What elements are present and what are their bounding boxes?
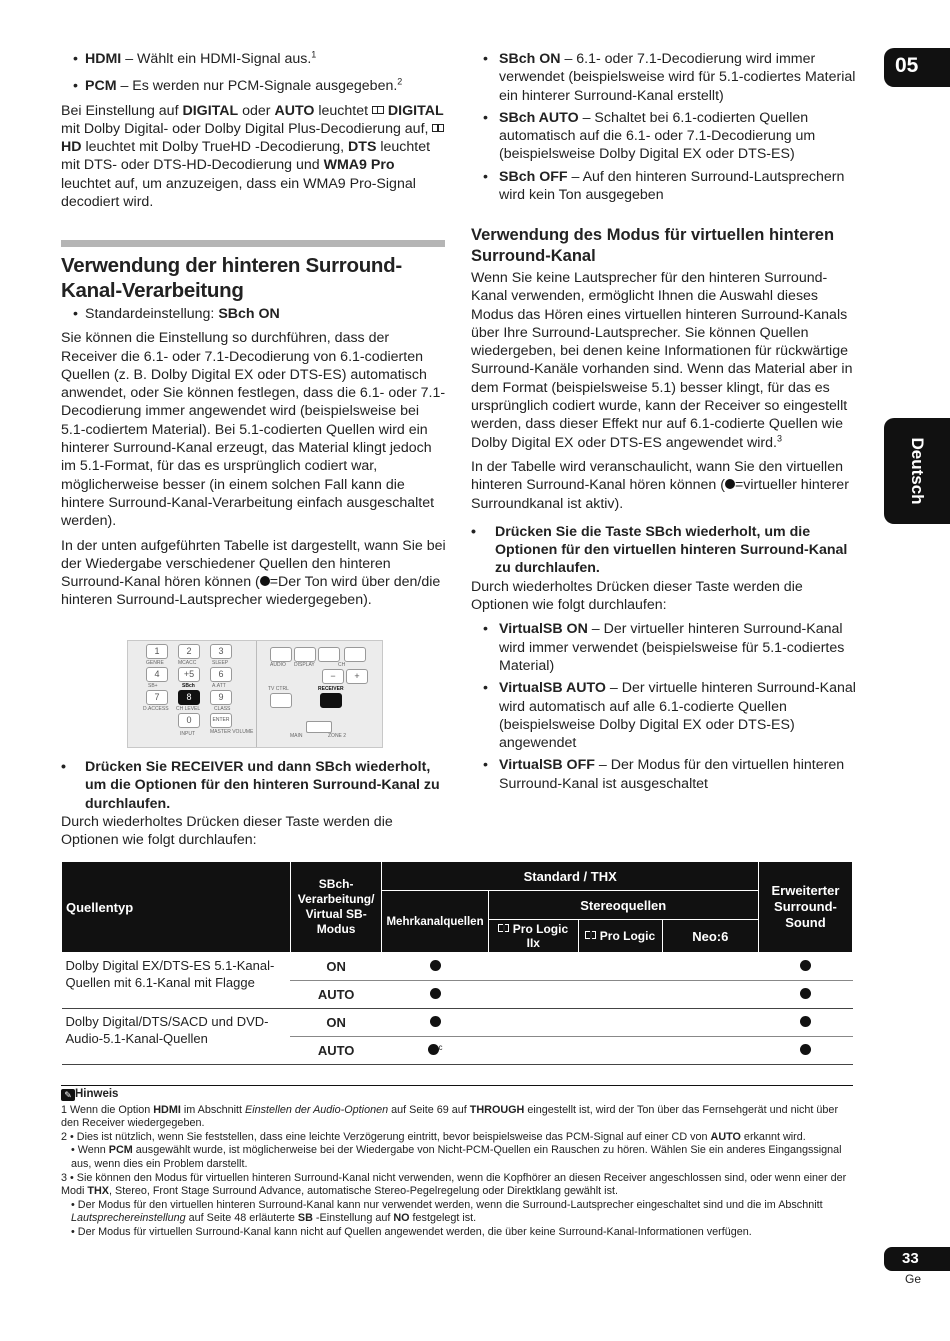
remote-key: 2 — [178, 644, 200, 659]
chapter-number: 05 — [895, 54, 919, 77]
source-name: Dolby Digital EX/DTS-ES 5.1-Kanal-Quellen mit 6.1-Kanal mit Flagge — [62, 953, 291, 1009]
active-dot-icon — [800, 960, 811, 971]
section2-heading: Verwendung des Modus für virtuellen hinteren Surround-Kanal — [471, 226, 835, 265]
bullet-pcm: • PCM – Es werden nur PCM-Signale ausgegeben.$^2$ — [61, 77, 446, 95]
remote-key: 3 — [210, 644, 232, 659]
note-3c: • Der Modus für virtuellen Surround-Kanal kann nicht auf Quellen angewendet werden, die über keine Surround-Kanal-Informationen verfügen. — [71, 1225, 752, 1238]
mode-cell: AUTO — [290, 1037, 382, 1065]
section2-step-after: Durch wiederholtes Drücken dieser Taste werden die Optionen wie folgt durchlaufen: — [471, 578, 803, 614]
col-header-extended: Erweiterter Surround-Sound — [758, 862, 852, 953]
section1-para1: Sie können die Einstellung so durchführen, dass der Receiver die 6.1- oder 7.1-Decodierung von 6.1-codierten Quellen (z. B. Dolby Digital EX oder DTS-ES) automatisch anwendet, oder Sie können festlegen, dass die 6.1- oder 7.1-Decodierung immer angewendet wird (beispielsweise bei 5.1-codiertem Material). Bei 5.1-codierten Quellen wird ein hinterer Surround-Kanal erzeugt, das Material klingt jedoch im 5.1-Format, für das es ursprünglich codiert war, möglicherweise besser (in einem solchen Fall kann die hintere Surround-Kanal-Verarbeitung einfach ausgeschaltet werden). — [61, 330, 446, 530]
section1-heading: Verwendung der hinteren Surround-Kanal-Verarbeitung — [61, 254, 402, 302]
section1-block — [61, 253, 446, 616]
dolby-logo-icon — [432, 124, 444, 132]
chapter-tab — [884, 48, 950, 87]
remote-control-illustration: 1 2 3 GENRE MCACC SLEEP 4 +5 6 SB+ SBch A.ATT 7 8 9 D.ACCESS CH LEVEL CLASS 0 ENTER INPUT MASTER VOLUME AUDIO DISPLAY CH − + TV CTRL RECEIVER MAIN ZONE 2 — [127, 640, 383, 748]
notes-title: ✎ Hinweis — [61, 1088, 853, 1102]
section1-step: • Drücken Sie RECEIVER und dann SBch wiederholt, um die Optionen für den hinteren Surround-Kanal zu durchlaufen. — [61, 758, 446, 813]
left-top-block — [61, 50, 446, 217]
col-header-mode: SBch-Verarbeitung/ Virtual SB-Modus — [290, 862, 382, 953]
remote-key: 7 — [146, 690, 168, 705]
note-3: 3 • Sie können den Modus für virtuellen hinteren Surround-Kanal nicht verwenden, wenn die Kopfhörer an diesen Receiver angeschlossen sind, oder wenn einer der Modi THX, Stereo, Front Stage Surround Advance, automatische Stereo-Pegelregelung oder Direktklang gewählt ist. — [61, 1171, 847, 1198]
remote-key: 9 — [210, 690, 232, 705]
section2-step: • Drücken Sie die Taste SBch wiederholt, um die Optionen für den virtuellen hinteren Surround-Kanal zu durchlaufen. — [471, 523, 856, 578]
note-1: 1 Wenn die Option HDMI im Abschnitt Einstellen der Audio-Optionen auf Seite 69 auf THROUGH eingestellt ist, wird der Ton über das Fernsehgerät und nicht über den Receiver wiedergegeben. — [61, 1103, 839, 1130]
section2-para2: In der Tabelle wird veranschaulicht, wann Sie den virtuellen hinteren Surround-Kanal hören können ( =virtueller hinterer Surroundkanal ist aktiv). — [471, 458, 849, 512]
dolby-logo-icon — [585, 931, 596, 939]
virtualsb-auto-item: • VirtualSB AUTO – Der virtuelle hinteren Surround-Kanal wird automatisch auf alle 6.1-codierte Quellen (beispielsweise Dolby Digital EX oder DTS-ES) angewendet — [471, 679, 856, 752]
col-header-neo6: Neo:6 — [662, 920, 758, 953]
active-dot-icon — [800, 988, 811, 999]
col-header-pl2x: Pro Logic IIx — [488, 920, 578, 953]
active-dot-icon — [800, 1016, 811, 1027]
bullet-dot-icon — [260, 576, 270, 586]
source-table — [61, 861, 853, 1065]
note-3b: • Der Modus für den virtuellen hinteren Surround-Kanal kann nur verwendet werden, wenn die Surround-Lautsprecher eingeschaltet sind und die im Abschnitt Lautsprechereinstellung auf Seite 48 erläuterte SB -Einstellung auf NO festgelegt ist. — [71, 1198, 823, 1225]
col-header-pl: Pro Logic — [578, 920, 662, 953]
mode-cell: ON — [290, 953, 382, 981]
language-tab-label: Deutsch — [908, 437, 927, 505]
col-header-standard: Standard / THX — [382, 862, 758, 891]
dolby-logo-icon — [498, 924, 509, 932]
remote-key: 0 — [178, 713, 200, 728]
section1-step-block — [61, 758, 446, 855]
sbch-key: 8 — [178, 690, 200, 705]
language-tab — [884, 418, 950, 524]
note-2b: • Wenn PCM ausgewählt wurde, ist möglicherweise bei der Wiedergabe von Nicht-PCM-Quellen ein Rauschen zu hören. Wählen Sie ein anderes Eingangssignal aus, wenn dies ein Problem darstellt. — [71, 1144, 842, 1170]
table-row — [62, 1009, 853, 1037]
remote-key: ENTER — [210, 713, 232, 728]
mode-cell: ON — [290, 1009, 382, 1037]
col-header-stereo: Stereoquellen — [488, 891, 758, 920]
note-2: 2 • Dies ist nützlich, wenn Sie feststellen, dass eine leichte Verzögerung eintritt, bevor beispielsweise das PCM-Signal auf einer CD von AUTO erkannt wird. — [61, 1130, 806, 1143]
col-header-source: Quellentyp — [62, 862, 291, 953]
sbch-auto-item: • SBch AUTO – Schaltet bei 6.1-codierten Quellen automatisch auf die 6.1- oder 7.1-Decodierung um (beispielsweise Dolby Digital EX oder DTS-ES) — [471, 109, 856, 164]
section1-para2: In der unten aufgeführten Tabelle ist dargestellt, wann Sie bei der Wiedergabe verschiedener Quellen den hinteren Surround-Kanal hören können ( =Der Ton wird über den/die hinteren Surround-Lautsprecher wiedergegeben). — [61, 537, 446, 609]
default-setting: • Standardeinstellung: SBch ON — [61, 305, 446, 323]
sbch-on-item: • SBch ON – 6.1- oder 7.1-Decodierung wird immer verwendet (beispielsweise wird für 5.1-codiertes Material ein hinterer Surround-Kanal erstellt) — [471, 50, 856, 105]
col-header-multichannel: Mehrkanalquellen — [382, 891, 488, 953]
section-rule — [61, 240, 445, 247]
page-number-box — [884, 1247, 950, 1271]
active-dot-icon — [430, 988, 441, 999]
section2-para1: Wenn Sie keine Lautsprecher für den hinteren Surround-Kanal verwenden, ermöglicht Ihnen die Auswahl dieses Modus das Hören eines virtuellen hinteren Surround-Kanals über Ihre Surround-Lautsprecher. Sie können Quellen wiedergeben, bei denen keine Informationen für rückwärtige Surround-Kanäle vorhanden sind. Wenn das Material aber in dem Format (beispielsweise 5.1) besser klingt, für das es ursprünglich codiert wurde, kann der Receiver so eingestellt werden, dass dieser Effekt nur auf 6.1-codierte Quellen wie Dolby Digital EX oder DTS-ES angewendet wird.$^3$ — [471, 270, 853, 451]
dolby-logo-icon — [372, 106, 384, 114]
bullet-hdmi: • HDMI – Wählt ein HDMI-Signal aus.$^1$ — [61, 50, 446, 68]
right-top-block — [471, 50, 856, 208]
notes-block — [61, 1088, 853, 1240]
remote-key: 4 — [146, 667, 168, 682]
virtualsb-on-item: • VirtualSB ON – Der virtueller hinteren Surround-Kanal wird immer verwendet (beispielsweise für 5.1-codiertes Material) — [471, 620, 856, 675]
section2-block — [471, 225, 856, 797]
virtualsb-off-item: • VirtualSB OFF – Der Modus für den virtuellen hinteren Surround-Kanal ist ausgeschaltet — [471, 756, 856, 793]
table-row — [62, 953, 853, 981]
mode-cell: AUTO — [290, 981, 382, 1009]
display-indicator-paragraph: Bei Einstellung auf DIGITAL oder AUTO leuchtet DIGITAL mit Dolby Digital- oder Dolby Digital Plus-Decodierung auf, HD leuchtet mit Dolby TrueHD -Decodierung, DTS leuchtet mit DTS- oder DTS-HD-Decodierung und WMA9 Pro leuchtet auf, um anzuzeigen, dass ein WMA9 Pro-Signal decodiert wird. — [61, 102, 444, 211]
active-dot-icon — [428, 1044, 439, 1055]
active-dot-icon — [430, 1016, 441, 1027]
notes-rule — [61, 1085, 853, 1086]
page-lang-code: Ge — [905, 1272, 922, 1286]
remote-key: 1 — [146, 644, 168, 659]
source-name: Dolby Digital/DTS/SACD und DVD-Audio-5.1-Kanal-Quellen — [62, 1009, 291, 1065]
note-pencil-icon: ✎ — [61, 1089, 75, 1101]
remote-key: 6 — [210, 667, 232, 682]
page-number: 33 — [902, 1250, 919, 1267]
bullet-dot-icon — [725, 479, 735, 489]
active-dot-icon — [430, 960, 441, 971]
section1-step-after: Durch wiederholtes Drücken dieser Taste werden die Optionen wie folgt durchlaufen: — [61, 813, 393, 849]
footnote-marker: c — [438, 1043, 443, 1052]
receiver-key — [320, 693, 342, 708]
active-dot-icon — [800, 1044, 811, 1055]
sbch-off-item: • SBch OFF – Auf den hinteren Surround-Lautsprechern wird kein Ton ausgegeben — [471, 168, 856, 205]
remote-key: +5 — [178, 667, 200, 682]
